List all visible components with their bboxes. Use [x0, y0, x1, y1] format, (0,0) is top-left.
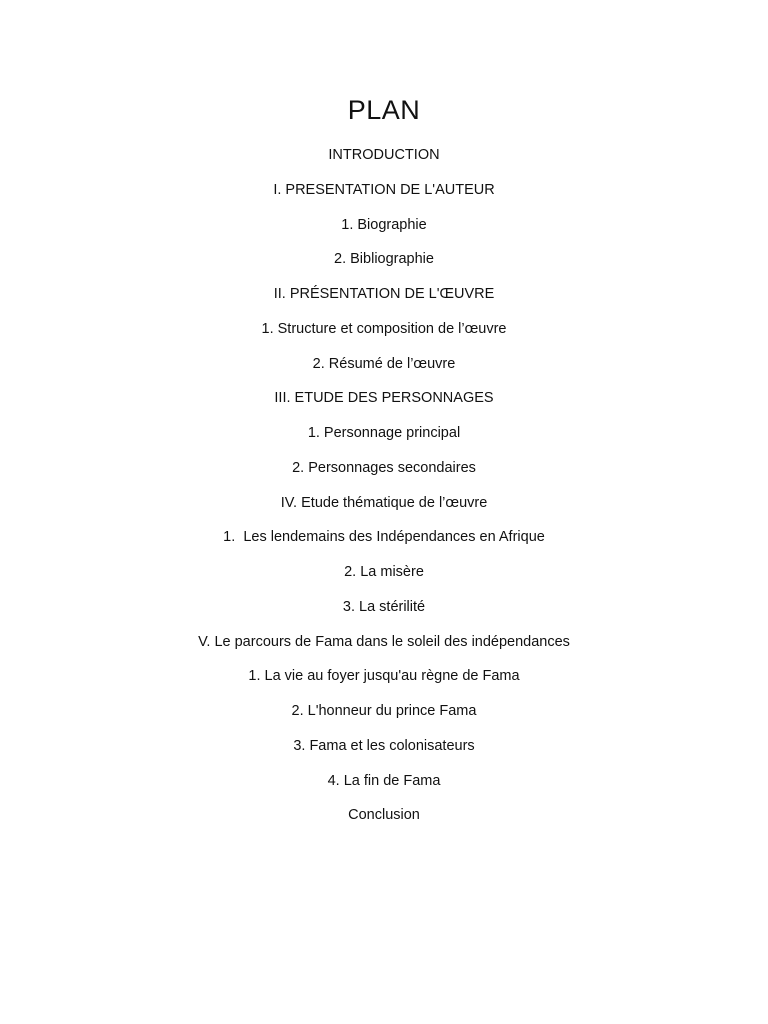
- toc-entry: 2. L'honneur du prince Fama: [291, 703, 477, 719]
- toc-entry: IV. Etude thématique de l’œuvre: [280, 494, 488, 511]
- toc-entry: 1. La vie au foyer jusqu'au règne de Fama: [248, 668, 520, 685]
- toc-entry: V. Le parcours de Fama dans le soleil des indépendances: [198, 633, 570, 650]
- toc-entry: 3. Fama et les colonisateurs: [293, 737, 475, 754]
- toc-entry: INTRODUCTION: [328, 147, 440, 163]
- toc-entry: 4. La fin de Fama: [327, 772, 441, 789]
- toc-entry: 1. Personnage principal: [307, 425, 461, 441]
- toc-entry: II. PRÉSENTATION DE L'ŒUVRE: [273, 286, 495, 302]
- toc-entry: 2. La misère: [344, 564, 424, 580]
- toc-entry: III. ETUDE DES PERSONNAGES: [274, 390, 494, 407]
- toc-entry: 3. La stérilité: [342, 598, 426, 615]
- page-title: PLAN: [347, 95, 421, 125]
- toc-entry: 1. Biographie: [341, 216, 427, 233]
- toc-entry: 2. Bibliographie: [334, 251, 434, 268]
- toc-entry: 1. Les lendemains des Indépendances en Afrique: [223, 529, 545, 546]
- toc-entry: I. PRESENTATION DE L'AUTEUR: [273, 181, 495, 198]
- table-of-contents: [0, 143, 768, 838]
- toc-entry: 1. Structure et composition de l’œuvre: [261, 320, 507, 337]
- toc-entry: 2. Personnages secondaires: [292, 459, 476, 476]
- toc-entry: 2. Résumé de l’œuvre: [312, 355, 456, 372]
- toc-entry: Conclusion: [348, 807, 420, 824]
